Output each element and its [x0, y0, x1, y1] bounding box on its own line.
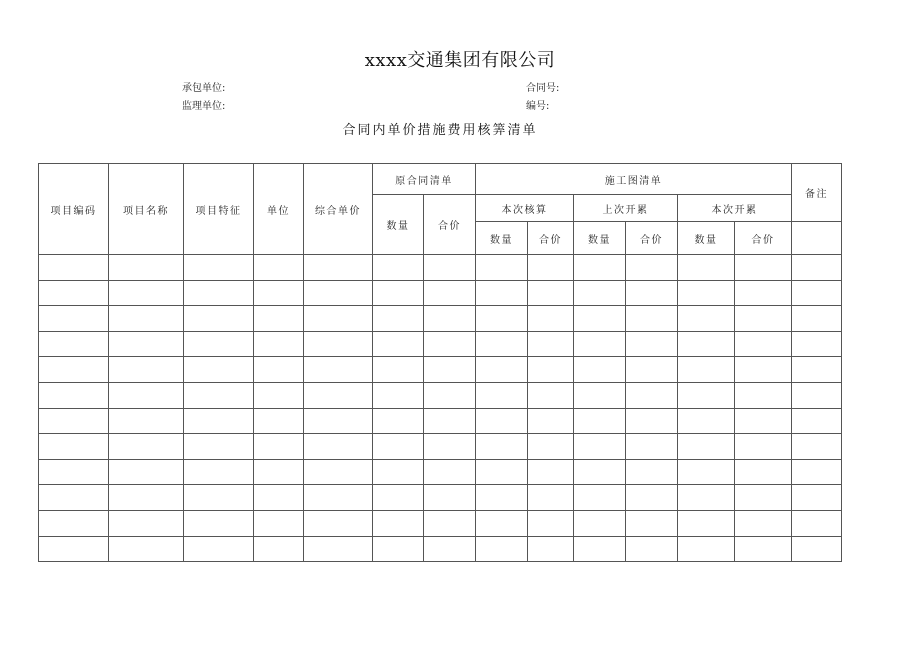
table-cell[interactable]: [678, 536, 735, 562]
table-cell[interactable]: [39, 536, 109, 562]
header-unit-price: 综合单价: [304, 164, 373, 255]
table-cell[interactable]: [476, 536, 528, 562]
table-cell[interactable]: [792, 459, 842, 485]
supervisor-label: 监理单位:: [182, 101, 226, 112]
table-cell[interactable]: [373, 357, 424, 383]
table-cell[interactable]: [528, 331, 574, 357]
table-cell[interactable]: [626, 434, 678, 460]
table-cell[interactable]: [792, 280, 842, 306]
table-cell[interactable]: [735, 485, 792, 511]
table-cell[interactable]: [792, 510, 842, 536]
table-cell[interactable]: [254, 434, 304, 460]
table-cell[interactable]: [735, 459, 792, 485]
table-cell[interactable]: [254, 536, 304, 562]
header-unit: 单位: [254, 164, 304, 255]
table-cell[interactable]: [528, 459, 574, 485]
table-row: [39, 434, 842, 460]
table-cell[interactable]: [574, 306, 626, 332]
table-cell[interactable]: [424, 306, 476, 332]
table-cell[interactable]: [574, 280, 626, 306]
table-cell[interactable]: [109, 357, 184, 383]
table-cell[interactable]: [109, 434, 184, 460]
table-cell[interactable]: [304, 280, 373, 306]
table-cell[interactable]: [184, 459, 254, 485]
table-cell[interactable]: [735, 536, 792, 562]
table-cell[interactable]: [574, 510, 626, 536]
table-row: [39, 459, 842, 485]
table-cell[interactable]: [254, 255, 304, 281]
table-cell[interactable]: [476, 510, 528, 536]
table-cell[interactable]: [792, 255, 842, 281]
table-cell[interactable]: [304, 485, 373, 511]
table-cell[interactable]: [735, 382, 792, 408]
table-cell[interactable]: [528, 280, 574, 306]
table-cell[interactable]: [626, 255, 678, 281]
table-cell[interactable]: [424, 280, 476, 306]
table-cell[interactable]: [184, 280, 254, 306]
table-cell[interactable]: [678, 357, 735, 383]
table-cell[interactable]: [109, 255, 184, 281]
table-row: [39, 408, 842, 434]
table-cell[interactable]: [184, 485, 254, 511]
table-cell[interactable]: [109, 459, 184, 485]
table-cell[interactable]: [792, 382, 842, 408]
table-cell[interactable]: [476, 382, 528, 408]
table-cell[interactable]: [39, 357, 109, 383]
table-cell[interactable]: [373, 306, 424, 332]
table-cell[interactable]: [254, 459, 304, 485]
table-row: [39, 536, 842, 562]
header-previous-total: 上次开累: [574, 195, 678, 222]
header-item-code: 项目编码: [39, 164, 109, 255]
table-cell[interactable]: [476, 434, 528, 460]
table-cell[interactable]: [304, 331, 373, 357]
table-cell[interactable]: [373, 536, 424, 562]
table-cell[interactable]: [735, 434, 792, 460]
table-cell[interactable]: [424, 255, 476, 281]
header-construction-drawing: 施工图清单: [476, 164, 792, 195]
table-cell[interactable]: [574, 434, 626, 460]
header-item-feature: 项目特征: [184, 164, 254, 255]
measure-fee-table: [38, 163, 842, 562]
table-cell[interactable]: [626, 382, 678, 408]
table-cell[interactable]: [109, 510, 184, 536]
header-original-contract: 原合同清单: [373, 164, 476, 195]
table-cell[interactable]: [373, 408, 424, 434]
table-cell[interactable]: [109, 382, 184, 408]
table-cell[interactable]: [304, 408, 373, 434]
table-cell[interactable]: [792, 331, 842, 357]
table-cell[interactable]: [424, 357, 476, 383]
table-cell[interactable]: [254, 306, 304, 332]
table-cell[interactable]: [109, 280, 184, 306]
table-row: [39, 331, 842, 357]
table-cell[interactable]: [626, 306, 678, 332]
header-item-name: 项目名称: [109, 164, 184, 255]
table-cell[interactable]: [184, 536, 254, 562]
header-original-qty: 数量: [373, 195, 424, 255]
table-cell[interactable]: [574, 357, 626, 383]
contract-no-label: 合同号:: [526, 83, 560, 94]
form-title: 合同内单价措施费用核筭清单: [342, 123, 538, 138]
table-cell[interactable]: [528, 255, 574, 281]
header-previous-total-qty: 数量: [574, 222, 626, 255]
table-cell[interactable]: [254, 485, 304, 511]
table-cell[interactable]: [424, 459, 476, 485]
table-cell[interactable]: [678, 485, 735, 511]
table-cell[interactable]: [254, 408, 304, 434]
table-cell[interactable]: [626, 408, 678, 434]
table-cell[interactable]: [626, 510, 678, 536]
table-cell[interactable]: [792, 434, 842, 460]
table-cell[interactable]: [626, 536, 678, 562]
table-cell[interactable]: [304, 510, 373, 536]
table-cell[interactable]: [574, 382, 626, 408]
table-cell[interactable]: [304, 459, 373, 485]
table-cell[interactable]: [373, 280, 424, 306]
table-row: [39, 510, 842, 536]
table-cell[interactable]: [792, 408, 842, 434]
table-cell[interactable]: [304, 536, 373, 562]
table-cell[interactable]: [39, 459, 109, 485]
table-cell[interactable]: [626, 485, 678, 511]
table-cell[interactable]: [735, 510, 792, 536]
table-cell[interactable]: [254, 382, 304, 408]
table-cell[interactable]: [574, 255, 626, 281]
table-cell[interactable]: [39, 485, 109, 511]
table-cell[interactable]: [476, 331, 528, 357]
table-cell[interactable]: [574, 459, 626, 485]
table-cell[interactable]: [424, 536, 476, 562]
table-cell[interactable]: [424, 408, 476, 434]
table-cell[interactable]: [373, 485, 424, 511]
table-cell[interactable]: [528, 434, 574, 460]
table-cell[interactable]: [373, 382, 424, 408]
header-current-total: 本次开累: [678, 195, 792, 222]
table-cell[interactable]: [792, 536, 842, 562]
table-cell[interactable]: [109, 485, 184, 511]
table-cell[interactable]: [476, 255, 528, 281]
table-cell[interactable]: [424, 382, 476, 408]
contractor-label: 承包单位:: [182, 83, 226, 94]
table-body: [39, 255, 842, 562]
table-cell[interactable]: [792, 485, 842, 511]
table-cell[interactable]: [476, 357, 528, 383]
table-cell[interactable]: [528, 485, 574, 511]
table-cell[interactable]: [678, 459, 735, 485]
table-cell[interactable]: [678, 306, 735, 332]
table-cell[interactable]: [626, 357, 678, 383]
table-cell[interactable]: [109, 331, 184, 357]
table-cell[interactable]: [184, 382, 254, 408]
table-cell[interactable]: [254, 331, 304, 357]
table-cell[interactable]: [304, 382, 373, 408]
table-cell[interactable]: [678, 434, 735, 460]
header-original-amount: 合价: [424, 195, 476, 255]
header-remarks-blank: [792, 222, 842, 255]
table-cell[interactable]: [39, 408, 109, 434]
table-cell[interactable]: [735, 357, 792, 383]
table-cell[interactable]: [424, 510, 476, 536]
table-cell[interactable]: [476, 485, 528, 511]
table-row: [39, 382, 842, 408]
table-cell[interactable]: [304, 306, 373, 332]
table-cell[interactable]: [735, 331, 792, 357]
table-cell[interactable]: [184, 510, 254, 536]
header-current-total-amount: 合价: [735, 222, 792, 255]
table-cell[interactable]: [574, 408, 626, 434]
table-cell[interactable]: [678, 408, 735, 434]
table-cell[interactable]: [304, 434, 373, 460]
table-cell[interactable]: [528, 306, 574, 332]
header-current-check-qty: 数量: [476, 222, 528, 255]
header-current-check: 本次核算: [476, 195, 574, 222]
table-cell[interactable]: [678, 255, 735, 281]
table-cell[interactable]: [735, 408, 792, 434]
table-cell[interactable]: [424, 434, 476, 460]
table-cell[interactable]: [424, 331, 476, 357]
table-cell[interactable]: [373, 510, 424, 536]
table-cell[interactable]: [626, 331, 678, 357]
table-cell[interactable]: [678, 331, 735, 357]
table-cell[interactable]: [184, 434, 254, 460]
table-cell[interactable]: [476, 306, 528, 332]
table-cell[interactable]: [424, 485, 476, 511]
table-cell[interactable]: [528, 382, 574, 408]
table-cell[interactable]: [678, 382, 735, 408]
table-cell[interactable]: [39, 510, 109, 536]
table-row: [39, 255, 842, 281]
table-cell[interactable]: [678, 510, 735, 536]
table-cell[interactable]: [792, 306, 842, 332]
table-cell[interactable]: [39, 280, 109, 306]
table-cell[interactable]: [476, 280, 528, 306]
table-cell[interactable]: [476, 459, 528, 485]
table-cell[interactable]: [304, 357, 373, 383]
table-cell[interactable]: [254, 280, 304, 306]
table-cell[interactable]: [109, 306, 184, 332]
table-cell[interactable]: [184, 255, 254, 281]
table-cell[interactable]: [373, 255, 424, 281]
table-cell[interactable]: [626, 280, 678, 306]
table-cell[interactable]: [109, 536, 184, 562]
table-row: [39, 306, 842, 332]
table-cell[interactable]: [39, 331, 109, 357]
company-title: xxxx交通集团有限公司: [364, 50, 556, 71]
table-cell[interactable]: [254, 510, 304, 536]
table-cell[interactable]: [528, 408, 574, 434]
table-cell[interactable]: [528, 510, 574, 536]
table-cell[interactable]: [39, 434, 109, 460]
table-cell[interactable]: [626, 459, 678, 485]
header-previous-total-amount: 合价: [626, 222, 678, 255]
header-current-check-amount: 合价: [528, 222, 574, 255]
table-cell[interactable]: [373, 459, 424, 485]
serial-no-label: 编号:: [526, 101, 550, 112]
table-cell[interactable]: [735, 280, 792, 306]
table-cell[interactable]: [373, 434, 424, 460]
table-cell[interactable]: [254, 357, 304, 383]
table-row: [39, 357, 842, 383]
table-cell[interactable]: [39, 382, 109, 408]
table-cell[interactable]: [184, 408, 254, 434]
table-cell[interactable]: [476, 408, 528, 434]
header-remarks: 备注: [792, 164, 842, 222]
table-cell[interactable]: [184, 357, 254, 383]
table-cell[interactable]: [304, 255, 373, 281]
table-cell[interactable]: [39, 306, 109, 332]
header-current-total-qty: 数量: [678, 222, 735, 255]
table-cell[interactable]: [528, 357, 574, 383]
table-cell[interactable]: [184, 306, 254, 332]
table-cell[interactable]: [109, 408, 184, 434]
table-cell[interactable]: [574, 485, 626, 511]
table-cell[interactable]: [574, 536, 626, 562]
table-cell[interactable]: [735, 255, 792, 281]
table-cell[interactable]: [528, 536, 574, 562]
table-row: [39, 485, 842, 511]
table-row: [39, 280, 842, 306]
table-cell[interactable]: [574, 331, 626, 357]
table-cell[interactable]: [184, 331, 254, 357]
table-cell[interactable]: [678, 280, 735, 306]
table-cell[interactable]: [373, 331, 424, 357]
table-cell[interactable]: [792, 357, 842, 383]
table-cell[interactable]: [39, 255, 109, 281]
table-cell[interactable]: [735, 306, 792, 332]
